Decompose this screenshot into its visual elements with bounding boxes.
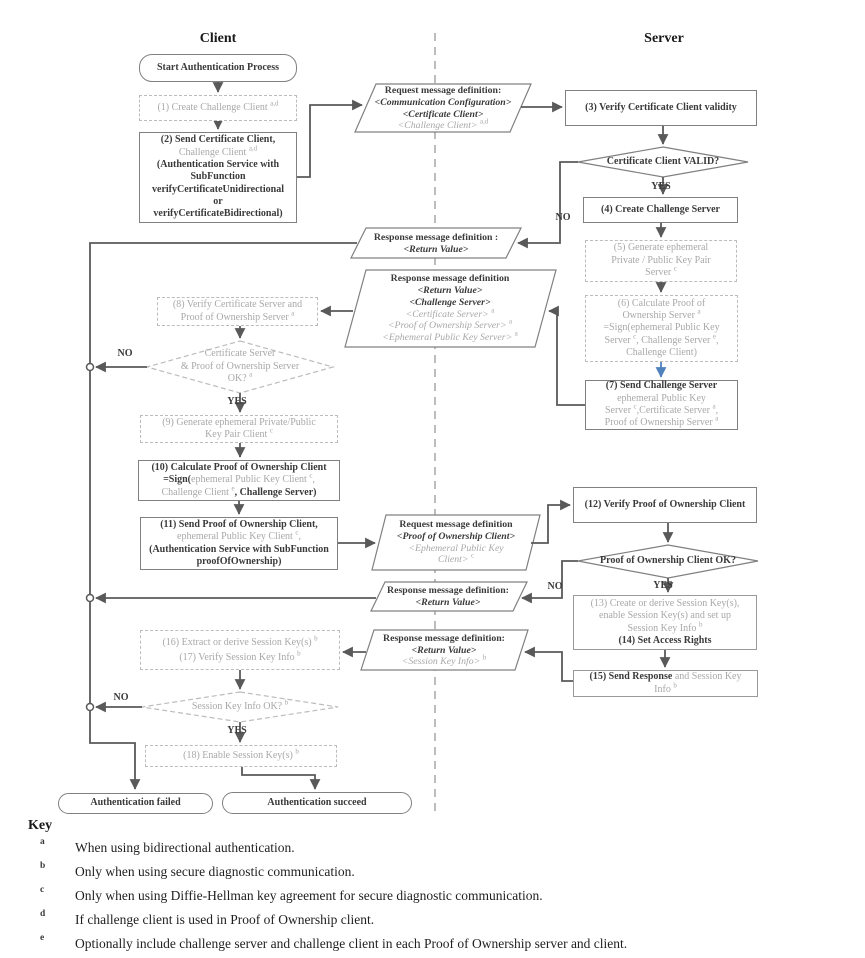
- step18-enable-session-keys: (18) Enable Session Key(s) $^b$: [145, 745, 337, 767]
- no-label-certificate-server: NO: [117, 348, 133, 359]
- key-mark-c: c: [40, 885, 45, 895]
- key-mark-e: e: [40, 933, 45, 943]
- yes-label-session-key: YES: [227, 725, 247, 736]
- start-node: [139, 54, 297, 82]
- decision-proof-of-ownership-client-ok-label: Proof of Ownership Client OK?: [600, 555, 736, 567]
- key-section: [28, 818, 838, 958]
- step11-send-proof-of-ownership-client: (11) Send Proof of Ownership Client, ephemeral Public Key Client $^c$, (Authentication Service with SubFunction proofOfOwnership): [140, 517, 338, 570]
- key-mark-d: d: [40, 909, 46, 919]
- step13-14-create-session-keys-set-access-rights: (13) Create or derive Session Key(s), enable Session Key(s) and set up Session Key Info $^b$ (14) Set Access Rights: [573, 595, 757, 650]
- key-item-c: c Only when using Diffie-Hellman key agreement for secure diagnostic communication.: [40, 885, 543, 903]
- step7-send-challenge-server: (7) Send Challenge Server ephemeral Public Key Server $^c$,Certificate Server $^a$, Proof of Ownership Server $^a$: [585, 380, 738, 430]
- decision-certificate-client-valid-label: Certificate Client VALID?: [606, 155, 720, 167]
- step12-verify-proof-of-ownership-client: (12) Verify Proof of Ownership Client: [573, 487, 757, 523]
- message-response-1: Response message definition : <Return Value>: [373, 231, 499, 255]
- decision-session-key-info-ok-label: Session Key Info OK? $^b$: [191, 698, 289, 712]
- terminal-authentication-failed: Authentication failed: [58, 793, 213, 814]
- key-title: Key: [28, 818, 53, 833]
- step3-verify-certificate-client-validity: (3) Verify Certificate Client validity: [565, 90, 757, 126]
- no-label-proof-of-ownership: NO: [547, 581, 563, 592]
- server-column-header: Server: [644, 31, 684, 46]
- key-item-d: d If challenge client is used in Proof of Ownership client.: [40, 909, 375, 927]
- yes-label-proof-of-ownership: YES: [653, 580, 673, 591]
- step10-calculate-proof-of-ownership-client: (10) Calculate Proof of Ownership Client =Sign(ephemeral Public Key Client $^c$, Challenge Client $^e$, Challenge Server): [138, 460, 340, 501]
- key-item-a: a When using bidirectional authentication.: [40, 837, 295, 855]
- message-response-3: Response message definition: <Return Value>: [387, 585, 509, 608]
- message-response-2: Response message definition <Return Value> <Challenge Server> <Certificate Server> $^a$ <Proof of Ownership Server> $^a$ <Ephemeral Public Key Server> $^a$: [382, 273, 518, 343]
- step15-send-response: (15) Send Response and Session Key Info $^b$: [573, 670, 758, 697]
- key-item-b: b Only when using secure diagnostic communication.: [40, 861, 355, 879]
- no-label-session-key: NO: [113, 692, 129, 703]
- key-mark-a: a: [40, 837, 45, 847]
- client-column-header: Client: [199, 31, 237, 46]
- step5-generate-key-pair-server: (5) Generate ephemeral Private / Public Key Pair Server $^c$: [585, 240, 737, 282]
- message-request-2: Request message definition <Proof of Ownership Client> <Ephemeral Public Key Client> $^c$: [396, 519, 516, 566]
- key-item-e: e Optionally include challenge server and challenge client in each Proof of Ownership server and client.: [40, 933, 628, 951]
- no-label-certificate-client: NO: [555, 212, 571, 223]
- decision-certificate-server-ok-label: Certificate Server & Proof of Ownership Server OK? $^a$: [180, 348, 300, 385]
- step2-send-certificate-client: (2) Send Certificate Client, Challenge Client $^{a,d}$ (Authentication Service with SubFunction verifyCertificateUnidirectional or verifyCertificateBidirectional): [139, 132, 297, 223]
- key-mark-b: b: [40, 861, 46, 871]
- step8-verify-certificate-server: (8) Verify Certificate Server and Proof of Ownership Server $^a$: [157, 297, 318, 326]
- start-node-label: Start Authentication Process: [156, 61, 280, 73]
- yes-label-certificate-server: YES: [227, 396, 247, 407]
- step9-generate-key-pair-client: (9) Generate ephemeral Private/Public Key Pair Client $^c$: [140, 415, 338, 443]
- message-request-1: Request message definition: <Communication Configuration> <Certificate Client> <Challenge Client> $^{a,d}$: [374, 85, 512, 132]
- step16-17-extract-session-keys: (16) Extract or derive Session Key(s) $^b$ (17) Verify Session Key Info $^b$: [140, 630, 340, 670]
- step1-create-challenge-client: (1) Create Challenge Client $^{a,d}$: [139, 95, 297, 121]
- step4-create-challenge-server: (4) Create Challenge Server: [583, 197, 738, 223]
- message-response-4: Response message definition: <Return Value> <Session Key Info> $^b$: [383, 632, 505, 668]
- terminal-authentication-succeed: Authentication succeed: [222, 792, 412, 814]
- yes-label-certificate-client: YES: [651, 181, 671, 192]
- step6-calculate-proof-of-ownership-server: (6) Calculate Proof of Ownership Server $^a$ =Sign(ephemeral Public Key Server $^c$, Challenge Server $^e$, Challenge Client): [585, 295, 738, 362]
